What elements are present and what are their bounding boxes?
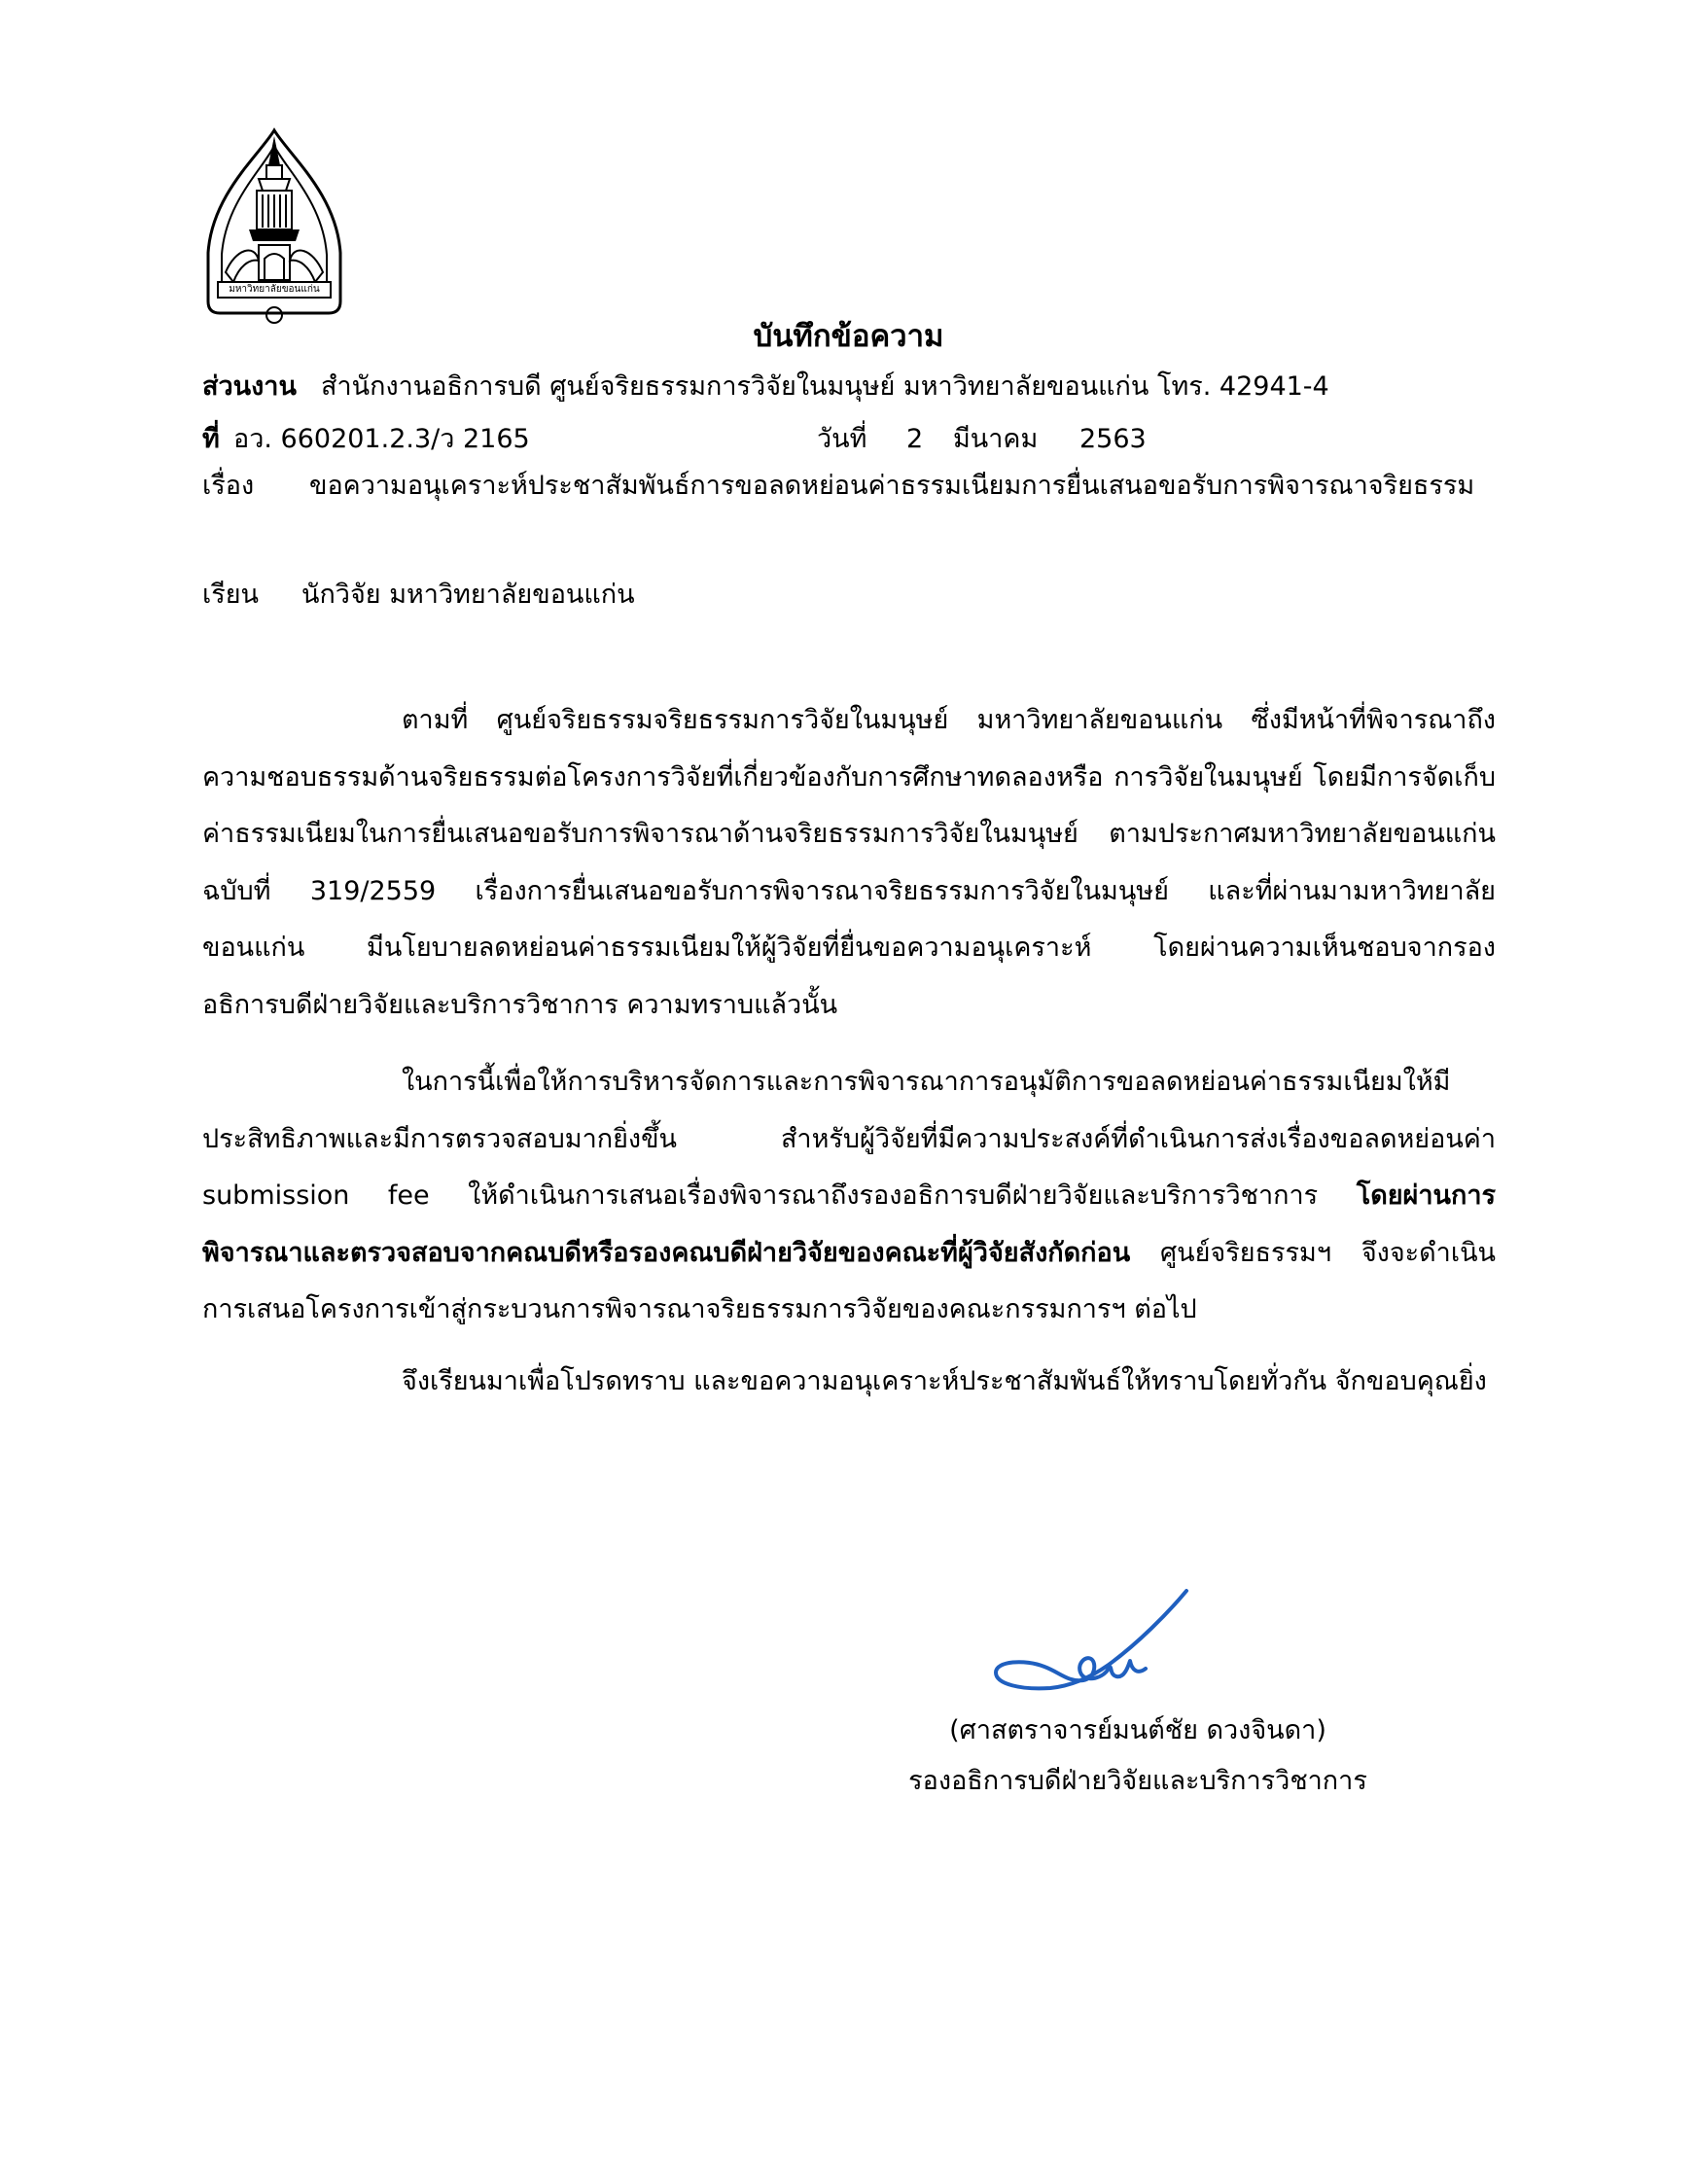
seal-caption: มหาวิทยาลัยขอนแก่น xyxy=(229,284,320,295)
body-paragraph-3: จึงเรียนมาเพื่อโปรดทราบ และขอความอนุเคราะห์ประชาสัมพันธ์ให้ทราบโดยทั่วกัน จักขอบคุณยิ่ง xyxy=(402,1366,1487,1396)
body-paragraph-1: ตามที่ ศูนย์จริยธรรมจริยธรรมการวิจัยในมนุษย์ มหาวิทยาลัยขอนแก่น ซึ่งมีหน้าที่พิจารณาถึงความชอบธรรมด้านจริยธรรมต่อโครงการวิจัยที่เกี่ยวข้องกับการศึกษาทดลองหรือ การวิจัยในมนุษย์ โดยมีการจัดเก็บค่าธรรมเนียมในการยื่นเสนอขอรับการพิจารณาด้านจริยธรรมการวิจัยในมนุษย์ ตามประกาศมหาวิทยาลัยขอนแก่น ฉบับที่ 319/2559 เรื่องการยื่นเสนอขอรับการพิจารณาจริยธรรมการวิจัยในมนุษย์ และที่ผ่านมามหาวิทยาลัยขอนแก่น มีนโยบายลดหย่อนค่าธรรมเนียมให้ผู้วิจัยที่ยื่นขอความอนุเคราะห์ โดยผ่านความเห็นชอบจากรองอธิการบดีฝ่ายวิจัยและบริการวิชาการ ความทราบแล้วนั้น xyxy=(202,705,1496,1020)
subject-value: ขอความอนุเคราะห์ประชาสัมพันธ์การขอลดหย่อนค่าธรรมเนียมการยื่นเสนอขอรับการพิจารณาจริยธรรม xyxy=(309,471,1475,501)
date-day: 2 xyxy=(906,424,924,454)
signer-name: (ศาสตราจารย์มนต์ชัย ดวงจินดา) xyxy=(949,1715,1326,1745)
body-paragraph-2-closing: ศูนย์จริยธรรมฯ จึงจะดำเนินการเสนอโครงการเข้าสู่กระบวนการพิจารณาจริยธรรมการวิจัยของคณะกรรมการฯ ต่อไป xyxy=(202,1237,1496,1325)
date-year: 2563 xyxy=(1079,424,1147,454)
body-paragraph-2-text: ในการนี้เพื่อให้การบริหารจัดการและการพิจารณาการอนุมัติการขอลดหย่อนค่าธรรมเนียมให้มีประสิทธิภาพและมีการตรวจสอบมากยิ่งขึ้น สำหรับผู้วิจัยที่มีความประสงค์ที่ดำเนินการส่งเรื่องขอลดหย่อนค่า submission fee ให้ดำเนินการเสนอเรื่องพิจารณาถึงรองอธิการบดีฝ่ายวิจัยและบริการวิชาการ xyxy=(202,1067,1496,1212)
reference-number: อว. 660201.2.3/ว 2165 xyxy=(233,424,530,454)
body-paragraph-2-emphasis: โดยผ่านการพิจารณาและตรวจสอบจากคณบดีหรือรองคณบดีฝ่ายวิจัยของคณะที่ผู้วิจัยสังกัดก่อน xyxy=(202,1180,1496,1268)
division-value: สำนักงานอธิการบดี ศูนย์จริยธรรมการวิจัยในมนุษย์ มหาวิทยาลัยขอนแก่น โทร. 42941-4 xyxy=(321,371,1329,402)
division-label: ส่วนงาน xyxy=(202,371,297,402)
subject-label: เรื่อง xyxy=(202,471,255,501)
signer-position: รองอธิการบดีฝ่ายวิจัยและบริการวิชาการ xyxy=(908,1766,1367,1796)
handwritten-signature xyxy=(982,1585,1216,1702)
university-seal-logo xyxy=(200,126,348,329)
memo-title: บันทึกข้อความ xyxy=(753,319,944,354)
date-label: วันที่ xyxy=(817,424,867,454)
salutation-label: เรียน xyxy=(202,580,260,610)
salutation-recipient: นักวิจัย มหาวิทยาลัยขอนแก่น xyxy=(301,580,635,610)
date-month: มีนาคม xyxy=(953,424,1039,454)
body-paragraph-2 xyxy=(202,1054,1496,1339)
reference-label: ที่ xyxy=(202,424,220,454)
